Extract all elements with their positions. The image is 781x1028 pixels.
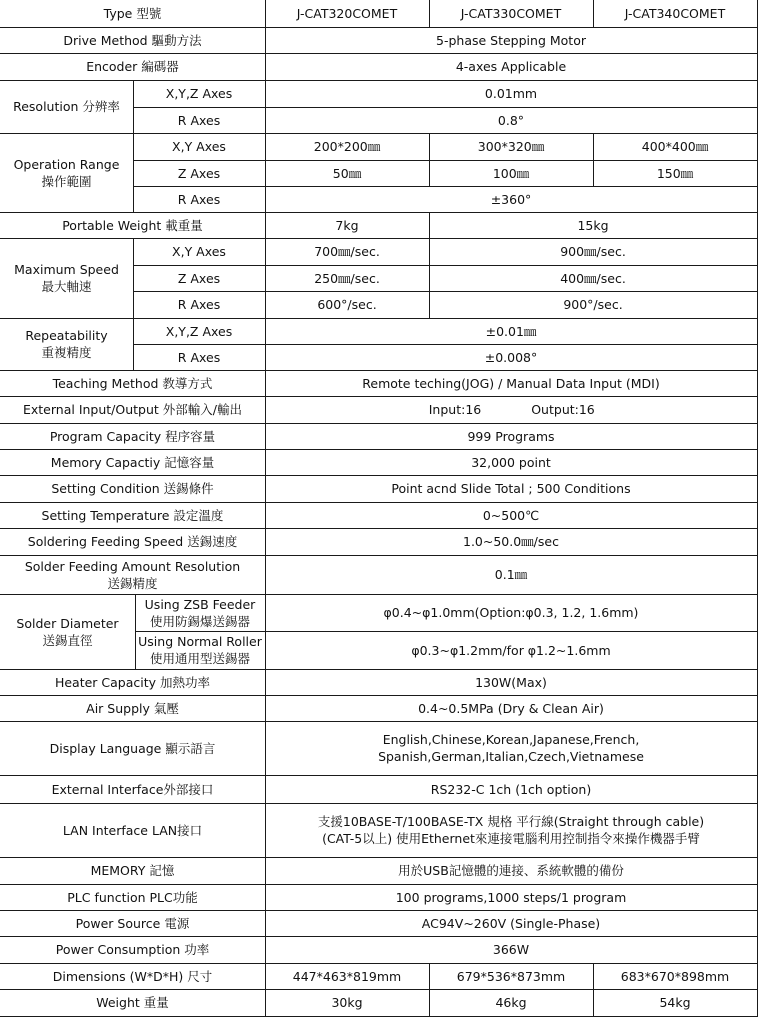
grid-line xyxy=(0,775,757,776)
portable-weight-320: 7kg xyxy=(335,217,359,233)
dimensions-label: Dimensions (W*D*H) 尺寸 xyxy=(52,968,213,984)
feeding-speed-label: Soldering Feeding Speed 送錫速度 xyxy=(27,534,238,549)
grid-line xyxy=(0,594,757,595)
air-supply-label: Air Supply 氣壓 xyxy=(86,700,179,716)
weight-label: Weight 重量 xyxy=(96,995,169,1010)
grid-line xyxy=(0,370,757,371)
memory-value: 用於USB記憶體的連接、系統軟體的備份 xyxy=(398,863,624,878)
drive-method-label: Drive Method 驅動方法 xyxy=(63,32,202,48)
setting-temperature-value: 0~500℃ xyxy=(482,507,540,523)
operation-range-label: Operation Range 操作範圍 xyxy=(13,156,120,189)
operation-range-xy-340: 400*400㎜ xyxy=(641,139,709,154)
grid-line xyxy=(0,884,757,885)
solder-diameter-normal-label: Using Normal Roller 使用通用型送錫器 xyxy=(138,634,262,666)
repeatability-r-label: R Axes xyxy=(177,349,221,365)
model-340: J-CAT340COMET xyxy=(624,6,726,21)
repeatability-r-value: ±0.008° xyxy=(484,349,538,365)
memory-capacity-value: 32,000 point xyxy=(471,454,551,470)
grid-line xyxy=(135,631,757,632)
grid-line xyxy=(133,160,757,161)
grid-line xyxy=(0,803,757,804)
power-consumption-value: 366W xyxy=(492,942,530,957)
program-capacity-label: Program Capacity 程序容量 xyxy=(49,428,216,444)
grid-line xyxy=(0,449,757,450)
model-330: J-CAT330COMET xyxy=(460,6,562,21)
weight-340: 54kg xyxy=(659,995,691,1010)
operation-range-z-320: 50㎜ xyxy=(332,165,362,181)
grid-line xyxy=(0,80,757,81)
grid-line xyxy=(593,0,594,27)
grid-line xyxy=(133,344,757,345)
maximum-speed-r-label: R Axes xyxy=(177,297,221,312)
repeatability-xyz-label: X,Y,Z Axes xyxy=(165,323,233,339)
resolution-r-value: 0.8° xyxy=(497,112,525,128)
grid-line xyxy=(0,989,757,990)
grid-line xyxy=(429,0,430,27)
operation-range-xy-320: 200*200㎜ xyxy=(313,139,381,154)
operation-range-r-label: R Axes xyxy=(177,191,221,207)
grid-line xyxy=(0,555,757,556)
maximum-speed-r-320: 600°/sec. xyxy=(317,297,377,312)
memory-label: MEMORY 記憶 xyxy=(90,863,175,878)
heater-capacity-value: 130W(Max) xyxy=(475,674,547,690)
portable-weight-330-340: 15kg xyxy=(577,217,609,233)
grid-line xyxy=(757,0,758,1016)
resolution-xyz-value: 0.01mm xyxy=(484,86,538,101)
plc-function-label: PLC function PLC功能 xyxy=(67,889,198,905)
resolution-r-label: R Axes xyxy=(177,112,221,128)
maximum-speed-z-320: 250㎜/sec. xyxy=(314,270,380,286)
memory-capacity-label: Memory Capactiy 記憶容量 xyxy=(50,454,215,470)
external-interface-label: External Interface外部接口 xyxy=(51,781,214,797)
air-supply-value: 0.4~0.5MPa (Dry & Clean Air) xyxy=(418,700,604,716)
grid-line xyxy=(0,423,757,424)
solder-diameter-normal-value: φ0.3~φ1.2mm/for φ1.2~1.6mm xyxy=(411,642,611,658)
program-capacity-value: 999 Programs xyxy=(467,428,555,444)
external-io-output: Output:16 xyxy=(531,402,595,417)
maximum-speed-xy-320: 700㎜/sec. xyxy=(314,244,380,259)
power-consumption-label: Power Consumption 功率 xyxy=(55,942,210,957)
encoder-value: 4-axes Applicable xyxy=(455,59,567,74)
grid-line xyxy=(133,291,757,292)
solder-diameter-zsb-label: Using ZSB Feeder 使用防錫爆送錫器 xyxy=(144,596,256,629)
maximum-speed-xy-330-340: 900㎜/sec. xyxy=(560,244,626,259)
operation-range-xy-330: 300*320㎜ xyxy=(477,139,545,154)
power-source-value: AC94V~260V (Single-Phase) xyxy=(421,915,601,931)
grid-line xyxy=(133,265,757,266)
setting-condition-label: Setting Condition 送錫條件 xyxy=(51,481,214,496)
resolution-xyz-label: X,Y,Z Axes xyxy=(165,86,233,101)
display-language-label: Display Language 顯示語言 xyxy=(49,740,216,756)
operation-range-z-label: Z Axes xyxy=(177,165,221,181)
repeatability-label: Repeatability 重複精度 xyxy=(25,328,108,360)
lan-interface-label: LAN Interface LAN接口 xyxy=(62,822,203,838)
grid-line xyxy=(133,107,757,108)
setting-condition-value: Point acnd Slide Total ; 500 Conditions xyxy=(391,481,631,496)
maximum-speed-r-330-340: 900°/sec. xyxy=(563,297,623,312)
external-interface-value: RS232-C 1ch (1ch option) xyxy=(430,781,592,797)
teaching-method-value: Remote teching(JOG) / Manual Data Input (MDI) xyxy=(362,375,660,391)
dimensions-320: 447*463*819mm xyxy=(292,968,402,984)
operation-range-z-340: 150㎜ xyxy=(656,165,694,181)
lan-interface-value: 支援10BASE-T/100BASE-TX 規格 平行線(Straight through cable) (CAT-5以上) 使用Ethernet來連接電腦利用控制指令來操作機器手臂 xyxy=(317,814,705,846)
grid-line xyxy=(0,53,757,54)
solder-diameter-label: Solder Diameter 送錫直徑 xyxy=(16,615,119,648)
feeding-resolution-value: 0.1㎜ xyxy=(494,567,528,582)
type-label: Type 型號 xyxy=(103,6,162,21)
operation-range-r-value: ±360° xyxy=(490,191,532,207)
grid-line xyxy=(0,669,757,670)
grid-line xyxy=(0,133,757,134)
setting-temperature-label: Setting Temperature 設定溫度 xyxy=(41,507,224,523)
drive-method-value: 5-phase Stepping Motor xyxy=(436,32,586,48)
weight-330: 46kg xyxy=(495,995,527,1010)
repeatability-xyz-value: ±0.01㎜ xyxy=(485,323,537,339)
maximum-speed-label: Maximum Speed 最大軸速 xyxy=(14,262,119,294)
grid-line xyxy=(0,1016,758,1017)
grid-line xyxy=(0,695,757,696)
dimensions-340: 683*670*898mm xyxy=(620,968,730,984)
portable-weight-label: Portable Weight 載重量 xyxy=(62,217,203,233)
grid-line xyxy=(0,212,757,213)
maximum-speed-z-label: Z Axes xyxy=(177,270,221,286)
heater-capacity-label: Heater Capacity 加熱功率 xyxy=(54,674,211,690)
grid-line xyxy=(0,396,757,397)
maximum-speed-z-330-340: 400㎜/sec. xyxy=(560,270,626,286)
dimensions-330: 679*536*873mm xyxy=(456,968,566,984)
operation-range-z-330: 100㎜ xyxy=(492,165,530,181)
grid-line xyxy=(0,721,757,722)
grid-line xyxy=(133,238,134,318)
grid-line xyxy=(133,133,134,212)
plc-function-value: 100 programs,1000 steps/1 program xyxy=(395,889,627,905)
grid-line xyxy=(0,528,757,529)
grid-line xyxy=(0,318,757,319)
power-source-label: Power Source 電源 xyxy=(75,915,190,931)
teaching-method-label: Teaching Method 教導方式 xyxy=(52,375,213,391)
model-320: J-CAT320COMET xyxy=(296,6,398,21)
grid-line xyxy=(0,502,757,503)
display-language-value: English,Chinese,Korean,Japanese,French, Spanish,German,Italian,Czech,Vietnamese xyxy=(378,732,644,764)
feeding-speed-value: 1.0~50.0㎜/sec xyxy=(463,534,559,549)
feeding-resolution-label: Solder Feeding Amount Resolution 送錫精度 xyxy=(24,558,241,591)
solder-diameter-zsb-value: φ0.4~φ1.0mm(Option:φ0.3, 1.2, 1.6mm) xyxy=(383,605,639,620)
grid-line xyxy=(0,936,757,937)
grid-line xyxy=(0,475,757,476)
external-io-input: Input:16 xyxy=(428,402,482,417)
weight-320: 30kg xyxy=(331,995,363,1010)
grid-line xyxy=(265,0,266,1016)
grid-line xyxy=(0,857,757,858)
grid-line xyxy=(0,963,757,964)
maximum-speed-xy-label: X,Y Axes xyxy=(172,244,226,259)
grid-line xyxy=(0,910,757,911)
external-io-label: External Input/Output 外部輸入/輸出 xyxy=(22,402,243,417)
encoder-label: Encoder 編碼器 xyxy=(86,59,179,74)
grid-line xyxy=(133,186,757,187)
operation-range-xy-label: X,Y Axes xyxy=(172,139,226,154)
resolution-label: Resolution 分辨率 xyxy=(13,99,120,114)
grid-line xyxy=(0,238,757,239)
grid-line xyxy=(0,27,757,28)
